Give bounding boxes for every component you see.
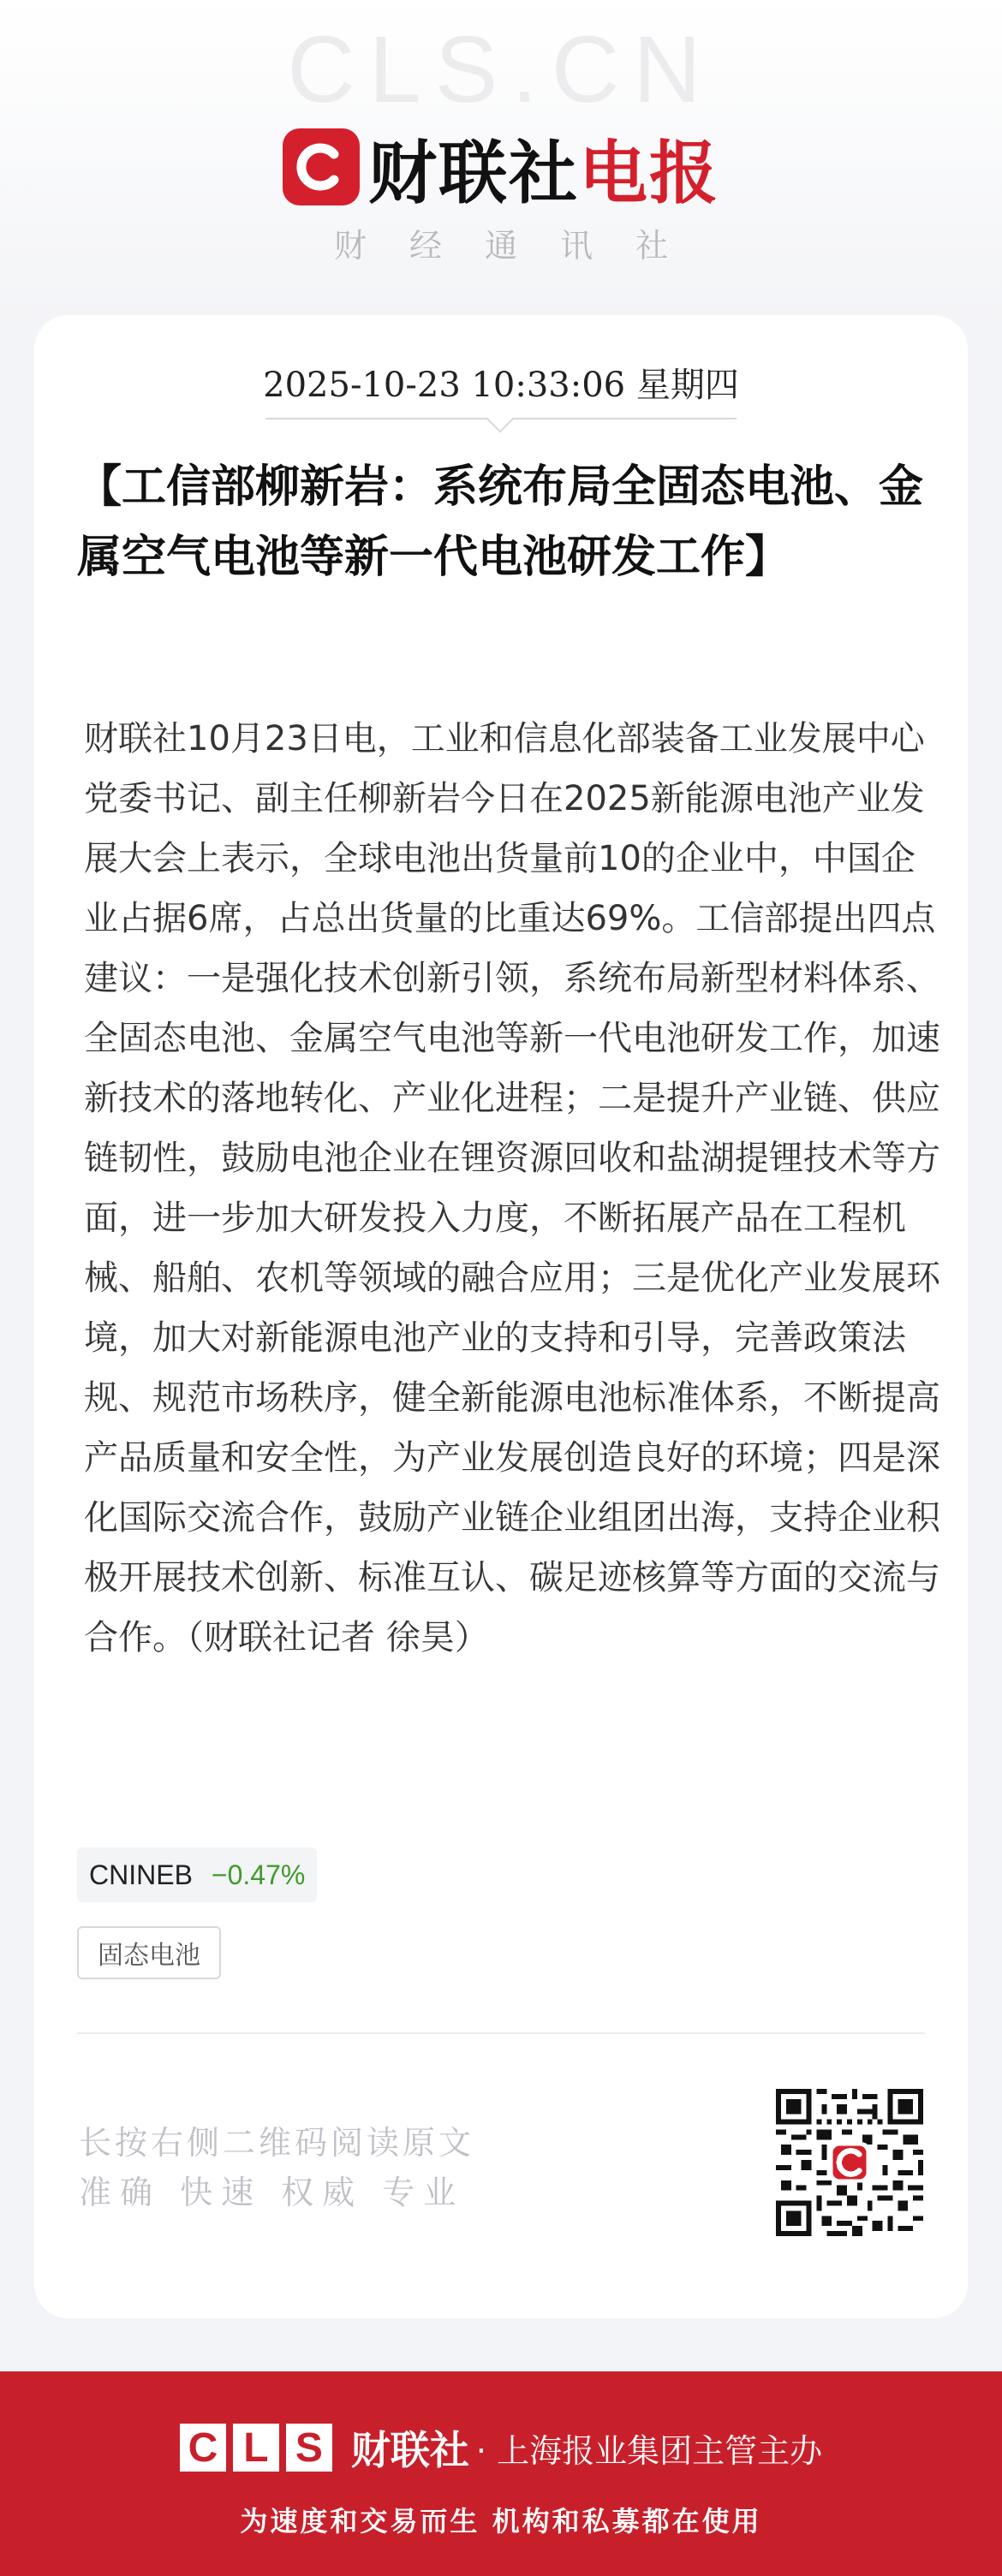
footer-logo-c: C: [180, 2424, 226, 2472]
brand-header: [0, 120, 1002, 214]
section-divider: [77, 2032, 925, 2034]
article-headline: 【工信部柳新岩：系统布局全固态电池、金属空气电池等新一代电池研发工作】: [77, 461, 924, 583]
stock-chip[interactable]: [77, 1847, 317, 1902]
brand-name: 财联社: [368, 133, 579, 213]
qr-hint-text: 长按右侧二维码阅读原文: [79, 2124, 475, 2162]
cls-logo-icon: [283, 128, 360, 205]
footer-slogan: 为速度和交易而生 机构和私募都在使用: [240, 2505, 762, 2537]
cls-watermark: CLS.CN: [287, 17, 715, 122]
stock-name: CNINEB: [89, 1859, 193, 1890]
article-body: 财联社10月23日电，工业和信息化部装备工业发展中心党委书记、副主任柳新岩今日在2025新能源电池产业发展大会上表示，全球电池出货量前10的企业中，中国企业占据6席，占总出货量的比重达69%。工信部提出四点建议：一是强化技术创新引领，系统布局新型材料体系、全固态电池、金属空气电池等新一代电池研发工作，加速新技术的落地转化、产业化进程；二是提升产业链、供应链韧性，鼓励电池企业在锂资源回收和盐湖提锂技术等方面，进一步加大研发投入力度，不断拓展产品在工程机械、船舶、农机等领域的融合应用；三是优化产业发展环境，加大对新能源电池产业的支持和引导，完善政策法规、规范市场秩序，健全新能源电池标准体系，不断提高产品质量和安全性，为产业发展创造良好的环境；四是深化国际交流合作，鼓励产业链企业组团出海，支持企业积极开展技术创新、标准互认、碳足迹核算等方面的交流与合作。（财联社记者 徐昊）: [84, 719, 940, 1657]
topic-tag[interactable]: 固态电池: [77, 1926, 221, 1979]
footer-banner: [0, 2371, 1002, 2576]
footer-logo-s: S: [286, 2424, 332, 2472]
brand-suffix: 电报: [579, 133, 719, 213]
qr-slogan-text: 准确 快速 权威 专业: [79, 2174, 465, 2211]
article-datetime: 2025-10-23 10:33:06 星期四: [263, 366, 739, 405]
date-divider-notch: [486, 406, 513, 432]
footer-brand: 财联社: [350, 2427, 469, 2473]
qr-code-icon[interactable]: [776, 2089, 923, 2236]
brand-tagline: 财经通讯社: [333, 227, 711, 265]
article-card: [34, 315, 968, 2318]
footer-logo-l: L: [233, 2424, 279, 2472]
stock-change: −0.47%: [211, 1859, 306, 1890]
footer-subtitle: · 上海报业集团主管主办: [475, 2431, 823, 2470]
